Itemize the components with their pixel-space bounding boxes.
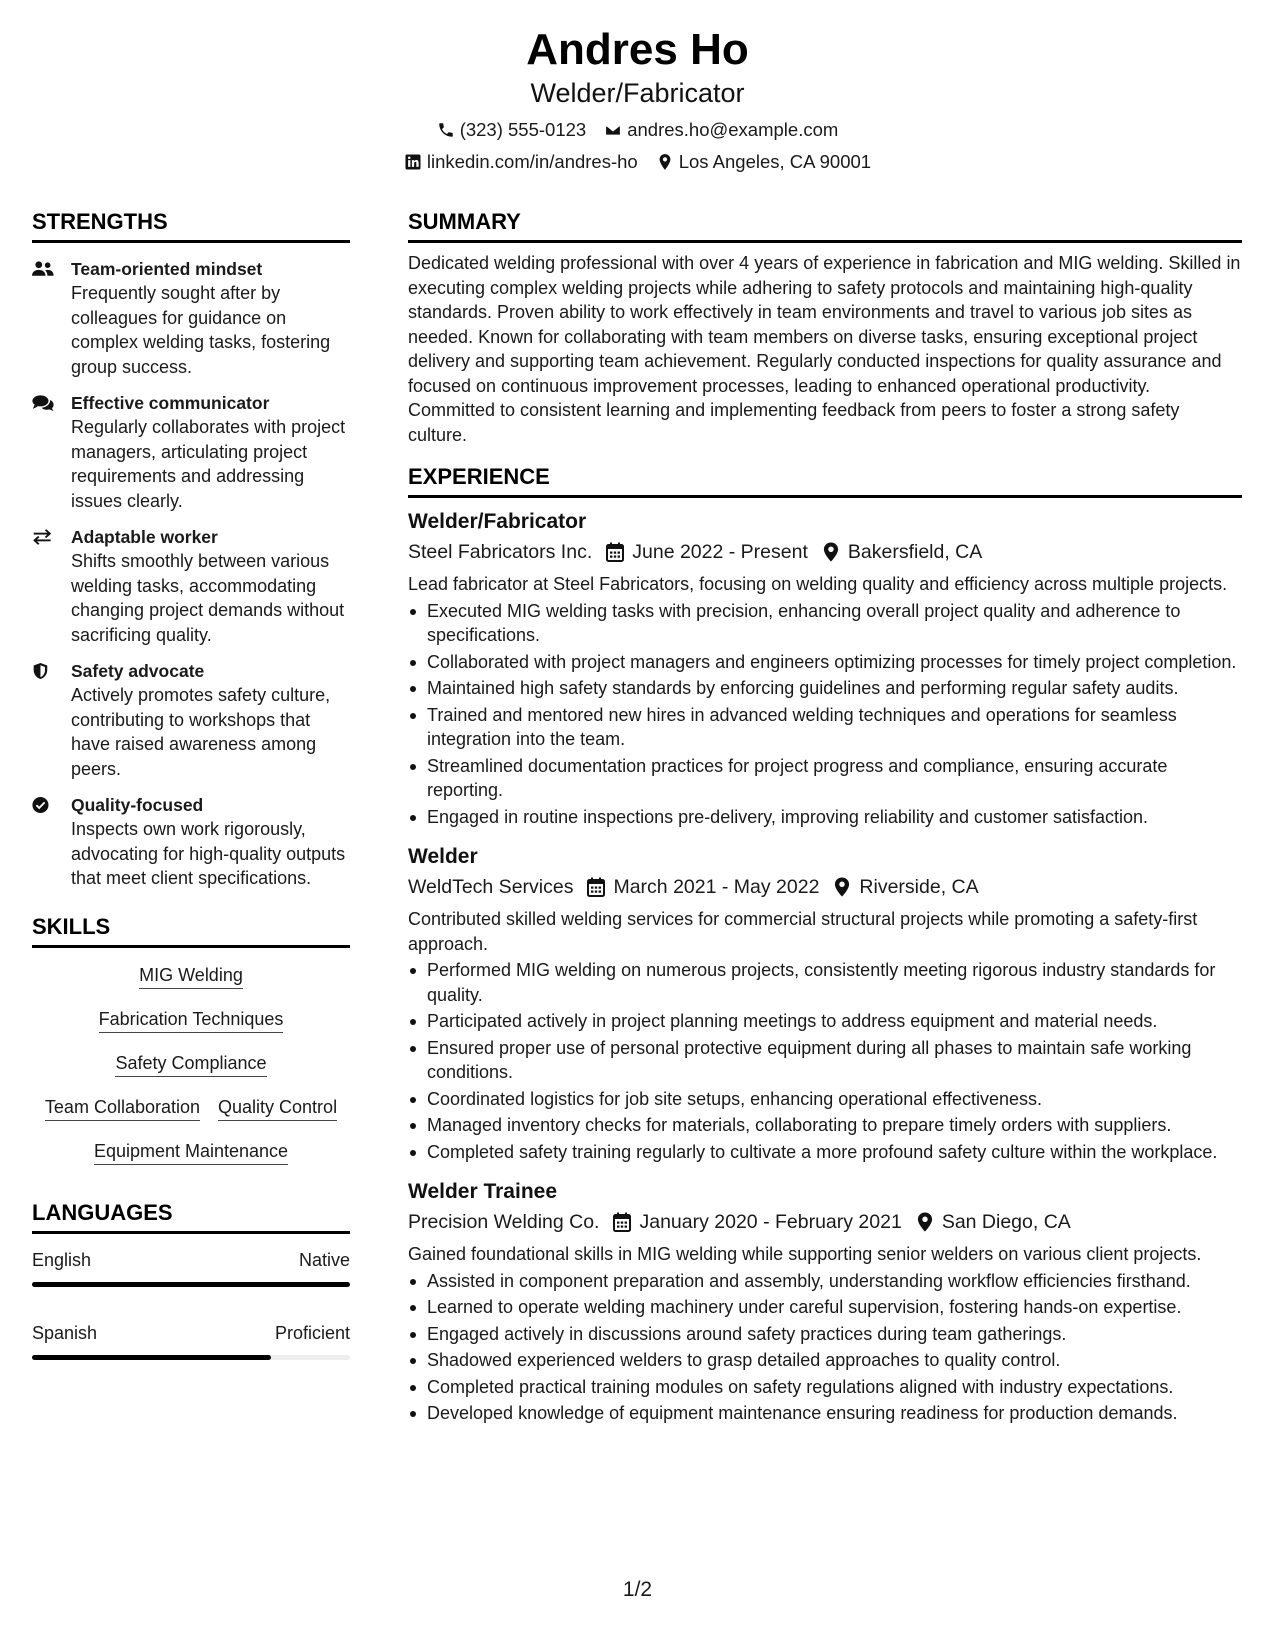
language-name: English xyxy=(32,1249,92,1270)
left-column xyxy=(32,208,350,1394)
job-location xyxy=(822,538,982,566)
job-title: Welder Trainee xyxy=(408,1180,558,1203)
job-date-range: March 2021 - May 2022 xyxy=(613,876,820,898)
job-meta xyxy=(408,538,1242,566)
company-name: Precision Welding Co. xyxy=(408,1211,600,1233)
job-dates xyxy=(587,873,819,901)
language-level: Native xyxy=(298,1249,350,1270)
job-description: Lead fabricator at Steel Fabricators, focusing on welding quality and efficiency across multiple projects. xyxy=(408,574,1228,594)
strength-title: Effective communicator xyxy=(71,393,270,413)
job-company xyxy=(408,538,592,566)
calendar-icon xyxy=(613,1212,631,1232)
job-bullet: Developed knowledge of equipment maintenance ensuring readiness for production demands. xyxy=(408,1401,1242,1426)
job-entry xyxy=(408,843,1242,1164)
skill-row xyxy=(32,962,350,989)
email-address[interactable]: andres.ho@example.com xyxy=(627,119,839,140)
skill-tag: MIG Welding xyxy=(139,962,243,989)
language-level: Proficient xyxy=(274,1322,350,1343)
job-date-range: January 2020 - February 2021 xyxy=(639,1211,902,1233)
contact-row-1 xyxy=(0,118,1275,142)
skill-tag: Quality Control xyxy=(218,1094,337,1121)
job-company xyxy=(408,1208,599,1236)
strengths-heading: STRENGTHS xyxy=(32,208,350,243)
strength-desc: Shifts smoothly between various welding tasks, accommodating changing project demands without sacrificing quality. xyxy=(71,551,345,645)
contact-location xyxy=(656,150,871,174)
strength-item xyxy=(32,525,350,647)
calendar-icon xyxy=(587,877,605,897)
language-bar-fill xyxy=(32,1355,271,1360)
comments-icon xyxy=(32,393,54,413)
skill-row xyxy=(32,1138,350,1165)
job-meta xyxy=(408,873,1242,901)
skill-row xyxy=(32,1006,350,1033)
envelope-icon xyxy=(604,121,622,139)
strengths-list xyxy=(32,257,350,891)
job-location-text: Riverside, CA xyxy=(859,876,979,898)
strength-desc: Regularly collaborates with project managers, articulating project requirements and addressing issues clearly. xyxy=(71,417,346,511)
strength-title: Quality-focused xyxy=(71,795,204,815)
job-bullets xyxy=(408,599,1242,830)
language-bar-fill xyxy=(32,1282,350,1287)
job-bullet: Streamlined documentation practices for project progress and compliance, ensuring accurate reporting. xyxy=(408,754,1242,803)
job-entry xyxy=(408,508,1242,829)
map-marker-icon xyxy=(656,153,674,171)
job-location xyxy=(833,873,978,901)
job-bullet: Engaged in routine inspections pre-delivery, improving reliability and customer satisfaction. xyxy=(408,805,1242,830)
page-number: 1/2 xyxy=(622,1578,653,1601)
shield-icon xyxy=(32,661,54,681)
experience-list xyxy=(408,508,1242,1426)
skill-tag: Fabrication Techniques xyxy=(99,1006,284,1033)
company-name: WeldTech Services xyxy=(408,876,574,898)
candidate-name: Andres Ho xyxy=(526,25,749,74)
job-bullet: Managed inventory checks for materials, collaborating to prepare timely orders with suppliers. xyxy=(408,1113,1242,1138)
job-bullet: Engaged actively in discussions around safety practices during team gatherings. xyxy=(408,1322,1242,1347)
company-name: Steel Fabricators Inc. xyxy=(408,541,593,563)
job-bullet: Participated actively in project planning meetings to address equipment and material needs. xyxy=(408,1009,1242,1034)
strength-title: Team-oriented mindset xyxy=(71,259,263,279)
job-description: Contributed skilled welding services for commercial structural projects while promoting a safety-first approach. xyxy=(408,909,1198,954)
summary-text: Dedicated welding professional with over 4 years of experience in fabrication and MIG welding. Skilled in executing complex welding projects while adhering to safety protocols and maintaining high-quality standards. Proven ability to work effectively in team environments and travel to various job sites as needed. Known for collaborating with team members on diverse tasks, ensuring exceptional project delivery and supporting team achievement. Regularly conducted inspections for quality assurance and focused on continuous improvement processes, leading to enhanced operational productivity. Committed to consistent learning and implementing feedback from peers to foster a strong safety culture. xyxy=(408,253,1241,445)
job-title: Welder xyxy=(408,845,478,868)
job-location xyxy=(916,1208,1071,1236)
job-bullet: Trained and mentored new hires in advanced welding techniques and operations for seamless integration into the team. xyxy=(408,703,1242,752)
language-row xyxy=(32,1321,350,1345)
strength-title: Safety advocate xyxy=(71,661,205,681)
languages-heading: LANGUAGES xyxy=(32,1199,350,1234)
strength-desc: Actively promotes safety culture, contributing to workshops that have raised awareness among peers. xyxy=(71,685,331,779)
job-dates xyxy=(606,538,808,566)
job-location-text: San Diego, CA xyxy=(941,1211,1071,1233)
contact-linkedin[interactable] xyxy=(404,150,638,174)
job-bullet: Completed practical training modules on safety regulations aligned with industry expectations. xyxy=(408,1375,1242,1400)
language-bar xyxy=(32,1282,350,1287)
skill-tag: Team Collaboration xyxy=(45,1094,200,1121)
check-circle-icon xyxy=(32,795,54,815)
strength-item xyxy=(32,391,350,513)
skill-tag: Safety Compliance xyxy=(115,1050,266,1077)
phone-icon xyxy=(437,121,455,139)
job-bullet: Maintained high safety standards by enforcing guidelines and performing regular safety audits. xyxy=(408,676,1242,701)
skill-row xyxy=(32,1094,350,1121)
job-bullet: Ensured proper use of personal protective equipment during all phases to maintain safe working conditions. xyxy=(408,1036,1242,1085)
job-bullet: Coordinated logistics for job site setups, enhancing operational effectiveness. xyxy=(408,1087,1242,1112)
job-bullet: Assisted in component preparation and assembly, understanding workflow efficiencies firsthand. xyxy=(408,1269,1242,1294)
language-name: Spanish xyxy=(32,1322,98,1343)
skills-heading: SKILLS xyxy=(32,913,350,948)
job-description: Gained foundational skills in MIG welding while supporting senior welders on various client projects. xyxy=(408,1244,1202,1264)
resume-header xyxy=(0,24,1275,174)
job-bullet: Collaborated with project managers and engineers optimizing processes for timely project completion. xyxy=(408,650,1242,675)
strength-item xyxy=(32,257,350,379)
map-marker-icon xyxy=(822,542,840,562)
exchange-icon xyxy=(32,527,54,547)
contact-email[interactable] xyxy=(604,118,838,142)
job-date-range: June 2022 - Present xyxy=(632,541,808,563)
language-bar xyxy=(32,1355,350,1360)
map-marker-icon xyxy=(833,877,851,897)
candidate-title: Welder/Fabricator xyxy=(530,78,745,108)
job-dates xyxy=(613,1208,901,1236)
job-title: Welder/Fabricator xyxy=(408,510,587,533)
skill-row xyxy=(32,1050,350,1077)
right-column xyxy=(408,208,1242,1426)
calendar-icon xyxy=(606,542,624,562)
job-bullets xyxy=(408,958,1242,1164)
job-entry xyxy=(408,1178,1242,1426)
skills-list xyxy=(32,962,350,1165)
contact-row-2 xyxy=(0,150,1275,174)
strength-item xyxy=(32,659,350,781)
languages-list xyxy=(32,1248,350,1360)
strength-desc: Frequently sought after by colleagues for guidance on complex welding tasks, fostering group success. xyxy=(71,283,331,377)
language-row xyxy=(32,1248,350,1272)
contact-phone xyxy=(437,118,587,142)
job-location-text: Bakersfield, CA xyxy=(847,541,983,563)
strength-desc: Inspects own work rigorously, advocating for high-quality outputs that meet client specifications. xyxy=(71,819,346,888)
job-bullet: Shadowed experienced welders to grasp detailed approaches to quality control. xyxy=(408,1348,1242,1373)
job-bullet: Completed safety training regularly to cultivate a more profound safety culture within the workplace. xyxy=(408,1140,1242,1165)
location-text: Los Angeles, CA 90001 xyxy=(678,151,872,172)
job-bullet: Performed MIG welding on numerous projects, consistently meeting rigorous industry standards for quality. xyxy=(408,958,1242,1007)
skill-tag: Equipment Maintenance xyxy=(94,1138,288,1165)
strength-title: Adaptable worker xyxy=(71,527,218,547)
linkedin-icon xyxy=(404,153,422,171)
strength-item xyxy=(32,793,350,891)
job-bullets xyxy=(408,1269,1242,1426)
job-bullet: Learned to operate welding machinery under careful supervision, fostering hands-on expertise. xyxy=(408,1295,1242,1320)
job-meta xyxy=(408,1208,1242,1236)
phone-number: (323) 555-0123 xyxy=(459,119,587,140)
experience-heading: EXPERIENCE xyxy=(408,463,1242,498)
summary-heading: SUMMARY xyxy=(408,208,1242,243)
map-marker-icon xyxy=(916,1212,934,1232)
job-company xyxy=(408,873,573,901)
job-bullet: Executed MIG welding tasks with precision, enhancing overall project quality and adherence to specifications. xyxy=(408,599,1242,648)
users-icon xyxy=(32,259,54,279)
linkedin-url[interactable]: linkedin.com/in/andres-ho xyxy=(426,151,638,172)
